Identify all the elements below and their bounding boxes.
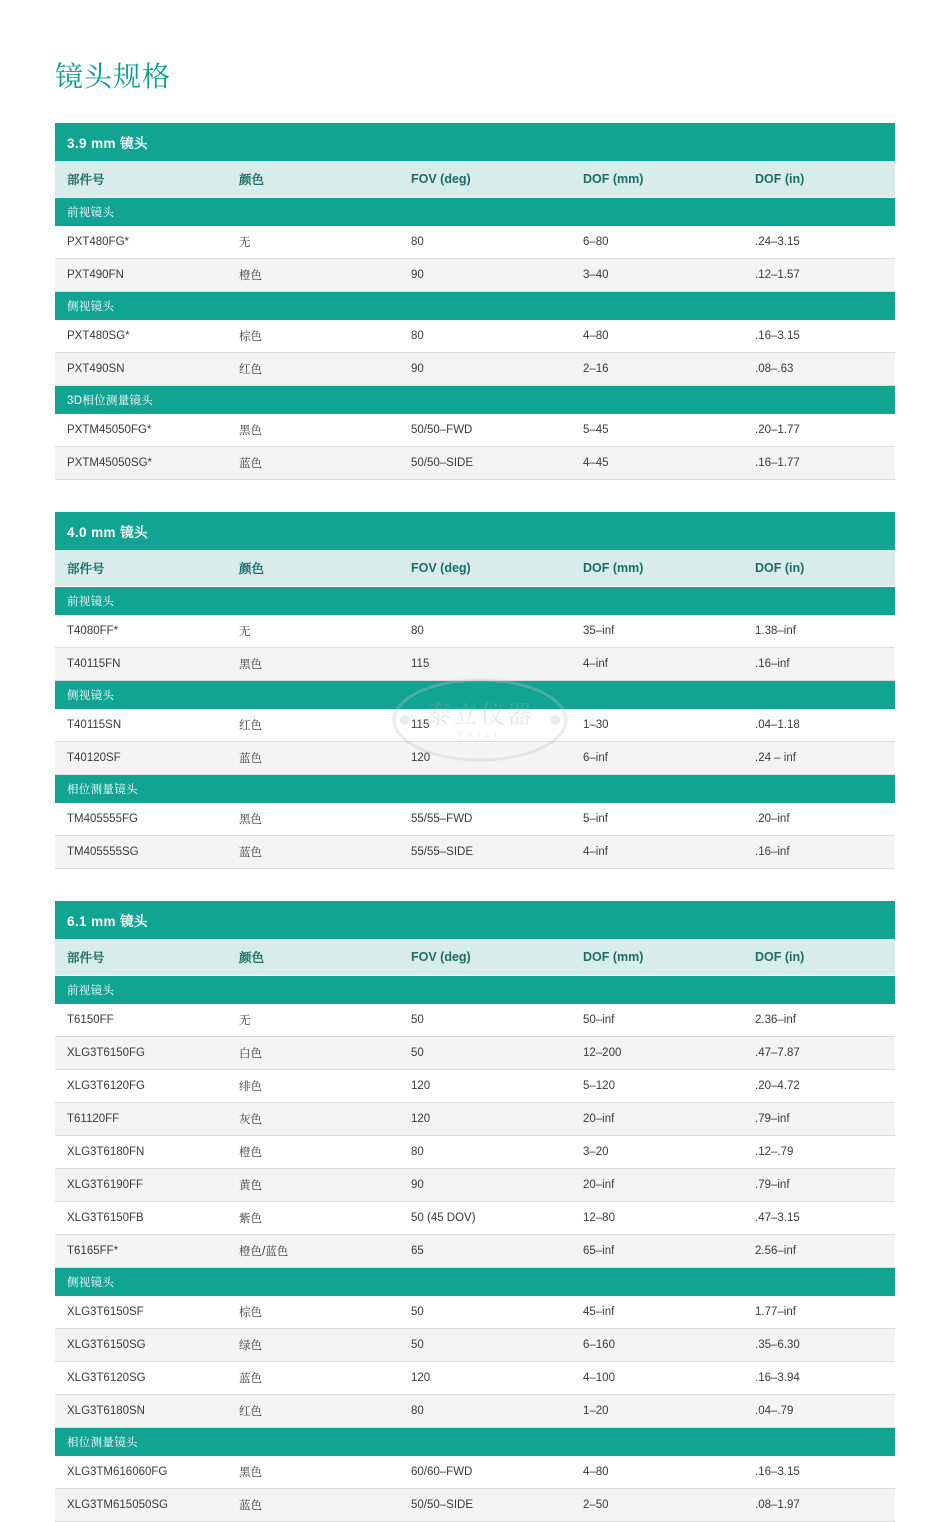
table-cell: XLG3TM616060FG xyxy=(55,1456,227,1489)
table-header-row xyxy=(55,939,895,976)
table-cell: 6–160 xyxy=(571,1329,743,1362)
column-header: 部件号 xyxy=(55,161,227,198)
column-header: DOF (mm) xyxy=(571,550,743,587)
watermark-text: 泰立仪器 xyxy=(425,701,534,729)
table-cell: PXTM45050FG* xyxy=(55,414,227,447)
table-cell: .12–1.57 xyxy=(743,259,895,292)
table-cell: 80 xyxy=(399,1136,571,1169)
table-cell: 50/50–SIDE xyxy=(399,1489,571,1522)
table-cell: XLG3T6150FB xyxy=(55,1202,227,1235)
table-cell: 12–80 xyxy=(571,1202,743,1235)
table-cell: 80 xyxy=(399,1395,571,1428)
table-cell: 4–45 xyxy=(571,447,743,480)
column-header: FOV (deg) xyxy=(399,161,571,198)
table-cell: .16–inf xyxy=(743,648,895,681)
table-cell: 蓝色 xyxy=(227,447,399,480)
table-cell: 黑色 xyxy=(227,648,399,681)
column-header: FOV (deg) xyxy=(399,939,571,976)
table-cell: 4–inf xyxy=(571,836,743,869)
table-title-row xyxy=(55,512,895,550)
table-cell: 2–50 xyxy=(571,1489,743,1522)
table-cell: .20–1.77 xyxy=(743,414,895,447)
table-group-row xyxy=(55,976,895,1005)
table-cell: T40120SF xyxy=(55,742,227,775)
table-cell: .12–.79 xyxy=(743,1136,895,1169)
table-cell: 80 xyxy=(399,320,571,353)
table-group-label: 相位测量镜头 xyxy=(55,775,895,804)
table-cell: 6–80 xyxy=(571,226,743,259)
table-cell: 红色 xyxy=(227,1395,399,1428)
table-row xyxy=(55,1362,895,1395)
table-cell: 5–inf xyxy=(571,803,743,836)
column-header: 颜色 xyxy=(227,550,399,587)
table-cell: 无 xyxy=(227,1004,399,1037)
table-row xyxy=(55,1103,895,1136)
table-cell: XLG3T6180SN xyxy=(55,1395,227,1428)
table-group-row xyxy=(55,1428,895,1457)
table-group-row xyxy=(55,775,895,804)
table-cell: XLG3T6150SF xyxy=(55,1296,227,1329)
table-cell: XLG3T6180FN xyxy=(55,1136,227,1169)
table-cell: 120 xyxy=(399,1070,571,1103)
table-cell: T40115FN xyxy=(55,648,227,681)
table-cell: 黑色 xyxy=(227,803,399,836)
table-cell: 红色 xyxy=(227,353,399,386)
table-cell: .16–3.94 xyxy=(743,1362,895,1395)
table-header-row xyxy=(55,550,895,587)
table-cell: 无 xyxy=(227,226,399,259)
table-cell: PXTM45050SG* xyxy=(55,447,227,480)
table-row xyxy=(55,1004,895,1037)
table-row xyxy=(55,1489,895,1522)
table-cell: 80 xyxy=(399,226,571,259)
column-header: DOF (mm) xyxy=(571,939,743,976)
table-title-row xyxy=(55,123,895,161)
table-cell: .08–.63 xyxy=(743,353,895,386)
lens-table xyxy=(55,123,895,480)
table-cell: 20–inf xyxy=(571,1103,743,1136)
table-cell: 红色 xyxy=(227,709,399,742)
table-cell: XLG3T6150FG xyxy=(55,1037,227,1070)
table-row xyxy=(55,1169,895,1202)
table-cell: 65–inf xyxy=(571,1235,743,1268)
table-cell: 无 xyxy=(227,615,399,648)
column-header: DOF (mm) xyxy=(571,161,743,198)
table-cell: 50/50–FWD xyxy=(399,414,571,447)
column-header: DOF (in) xyxy=(743,550,895,587)
table-cell: 橙色 xyxy=(227,1136,399,1169)
table-row xyxy=(55,803,895,836)
table-cell: 1–30 xyxy=(571,709,743,742)
table-cell: 50 xyxy=(399,1296,571,1329)
table-cell: 紫色 xyxy=(227,1202,399,1235)
table-cell: .16–3.15 xyxy=(743,1456,895,1489)
table-group-row xyxy=(55,681,895,710)
table-cell: 35–inf xyxy=(571,615,743,648)
table-group-row xyxy=(55,198,895,227)
table-cell: .04–1.18 xyxy=(743,709,895,742)
table-cell: .24–3.15 xyxy=(743,226,895,259)
table-cell: 1.77–inf xyxy=(743,1296,895,1329)
table-cell: 白色 xyxy=(227,1037,399,1070)
table-cell: 5–45 xyxy=(571,414,743,447)
table-cell: .79–inf xyxy=(743,1103,895,1136)
table-cell: 绯色 xyxy=(227,1070,399,1103)
table-cell: .79–inf xyxy=(743,1169,895,1202)
table-row xyxy=(55,1296,895,1329)
column-header: 部件号 xyxy=(55,939,227,976)
table-row xyxy=(55,615,895,648)
table-cell: 80 xyxy=(399,615,571,648)
table-cell: .16–inf xyxy=(743,836,895,869)
table-cell: .35–6.30 xyxy=(743,1329,895,1362)
table-cell: 橙色 xyxy=(227,259,399,292)
table-cell: T40115SN xyxy=(55,709,227,742)
table-cell: 4–100 xyxy=(571,1362,743,1395)
table-cell: 90 xyxy=(399,259,571,292)
table-cell: 50 (45 DOV) xyxy=(399,1202,571,1235)
table-cell: .16–3.15 xyxy=(743,320,895,353)
column-header: 部件号 xyxy=(55,550,227,587)
table-cell: XLG3T6120SG xyxy=(55,1362,227,1395)
table-row xyxy=(55,742,895,775)
table-cell: 55/55–SIDE xyxy=(399,836,571,869)
table-cell: .47–7.87 xyxy=(743,1037,895,1070)
table-cell: 55/55–FWD xyxy=(399,803,571,836)
table-title: 4.0 mm 镜头 xyxy=(55,512,895,550)
table-cell: 50/50–SIDE xyxy=(399,447,571,480)
table-cell: 4–inf xyxy=(571,648,743,681)
table-row xyxy=(55,1395,895,1428)
table-cell: 50–inf xyxy=(571,1004,743,1037)
table-cell: 黄色 xyxy=(227,1169,399,1202)
table-cell: 棕色 xyxy=(227,320,399,353)
table-cell: 灰色 xyxy=(227,1103,399,1136)
table-cell: 12–200 xyxy=(571,1037,743,1070)
table-group-label: 3D相位测量镜头 xyxy=(55,386,895,415)
table-title-row xyxy=(55,901,895,939)
table-cell: 蓝色 xyxy=(227,1489,399,1522)
column-header: FOV (deg) xyxy=(399,550,571,587)
table-cell: 棕色 xyxy=(227,1296,399,1329)
table-cell: 3–20 xyxy=(571,1136,743,1169)
table-cell: .20–4.72 xyxy=(743,1070,895,1103)
table-group-row xyxy=(55,292,895,321)
table-group-label: 侧视镜头 xyxy=(55,292,895,321)
table-cell: TM405555FG xyxy=(55,803,227,836)
table-cell: T4080FF* xyxy=(55,615,227,648)
table-row xyxy=(55,320,895,353)
table-cell: XLG3T6120FG xyxy=(55,1070,227,1103)
table-header-row xyxy=(55,161,895,198)
table-cell: 4–80 xyxy=(571,1456,743,1489)
column-header: DOF (in) xyxy=(743,939,895,976)
table-cell: .47–3.15 xyxy=(743,1202,895,1235)
table-cell: .08–1.97 xyxy=(743,1489,895,1522)
table-row xyxy=(55,648,895,681)
table-cell: T6150FF xyxy=(55,1004,227,1037)
table-cell: 橙色/蓝色 xyxy=(227,1235,399,1268)
column-header: 颜色 xyxy=(227,161,399,198)
column-header: 颜色 xyxy=(227,939,399,976)
table-row xyxy=(55,259,895,292)
table-cell: 120 xyxy=(399,742,571,775)
table-group-label: 前视镜头 xyxy=(55,587,895,616)
table-cell: 90 xyxy=(399,1169,571,1202)
table-cell: XLG3TM615050SG xyxy=(55,1489,227,1522)
table-group-row xyxy=(55,386,895,415)
table-row xyxy=(55,1136,895,1169)
table-cell: 绿色 xyxy=(227,1329,399,1362)
table-group-label: 前视镜头 xyxy=(55,976,895,1005)
table-cell: 50 xyxy=(399,1004,571,1037)
table-row xyxy=(55,709,895,742)
table-cell: T6165FF* xyxy=(55,1235,227,1268)
table-row xyxy=(55,1202,895,1235)
table-row xyxy=(55,1235,895,1268)
table-row xyxy=(55,447,895,480)
table-cell: 5–120 xyxy=(571,1070,743,1103)
table-cell: 90 xyxy=(399,353,571,386)
table-cell: 蓝色 xyxy=(227,742,399,775)
table-cell: T61120FF xyxy=(55,1103,227,1136)
table-cell: 蓝色 xyxy=(227,836,399,869)
table-group-label: 前视镜头 xyxy=(55,198,895,227)
table-cell: 115 xyxy=(399,648,571,681)
table-cell: 黑色 xyxy=(227,414,399,447)
table-cell: 1.38–inf xyxy=(743,615,895,648)
table-group-row xyxy=(55,1268,895,1297)
column-header: DOF (in) xyxy=(743,161,895,198)
table-cell: 4–80 xyxy=(571,320,743,353)
table-cell: XLG3T6190FF xyxy=(55,1169,227,1202)
table-cell: PXT490FN xyxy=(55,259,227,292)
table-cell: 2.56–inf xyxy=(743,1235,895,1268)
table-row xyxy=(55,1329,895,1362)
table-group-row xyxy=(55,587,895,616)
table-cell: 65 xyxy=(399,1235,571,1268)
table-cell: 20–inf xyxy=(571,1169,743,1202)
table-cell: TM405555SG xyxy=(55,836,227,869)
table-row xyxy=(55,414,895,447)
lens-table xyxy=(55,512,895,869)
table-row xyxy=(55,836,895,869)
table-cell: XLG3T6150SG xyxy=(55,1329,227,1362)
table-row xyxy=(55,1070,895,1103)
table-cell: PXT480SG* xyxy=(55,320,227,353)
lens-table xyxy=(55,901,895,1522)
table-row xyxy=(55,1037,895,1070)
table-cell: PXT480FG* xyxy=(55,226,227,259)
table-cell: 115 xyxy=(399,709,571,742)
table-cell: 1–20 xyxy=(571,1395,743,1428)
table-cell: 6–inf xyxy=(571,742,743,775)
table-cell: 120 xyxy=(399,1362,571,1395)
table-cell: 2.36–inf xyxy=(743,1004,895,1037)
table-cell: .04–.79 xyxy=(743,1395,895,1428)
table-title: 3.9 mm 镜头 xyxy=(55,123,895,161)
table-cell: 2–16 xyxy=(571,353,743,386)
watermark-subtext: TAILI xyxy=(458,731,502,740)
table-cell: 60/60–FWD xyxy=(399,1456,571,1489)
table-group-label: 侧视镜头 xyxy=(55,1268,895,1297)
lens-spec-tables xyxy=(55,123,895,1522)
page-title: 镜头规格 xyxy=(55,61,172,92)
table-cell: .16–1.77 xyxy=(743,447,895,480)
table-cell: 120 xyxy=(399,1103,571,1136)
table-row xyxy=(55,1456,895,1489)
table-cell: 50 xyxy=(399,1329,571,1362)
table-cell: PXT490SN xyxy=(55,353,227,386)
table-group-label: 侧视镜头 xyxy=(55,681,895,710)
table-group-label: 相位测量镜头 xyxy=(55,1428,895,1457)
table-cell: .24 – inf xyxy=(743,742,895,775)
table-cell: 45–inf xyxy=(571,1296,743,1329)
table-row xyxy=(55,226,895,259)
table-title: 6.1 mm 镜头 xyxy=(55,901,895,939)
table-cell: 蓝色 xyxy=(227,1362,399,1395)
table-cell: 黑色 xyxy=(227,1456,399,1489)
table-cell: .20–inf xyxy=(743,803,895,836)
table-row xyxy=(55,353,895,386)
table-cell: 50 xyxy=(399,1037,571,1070)
table-cell: 3–40 xyxy=(571,259,743,292)
